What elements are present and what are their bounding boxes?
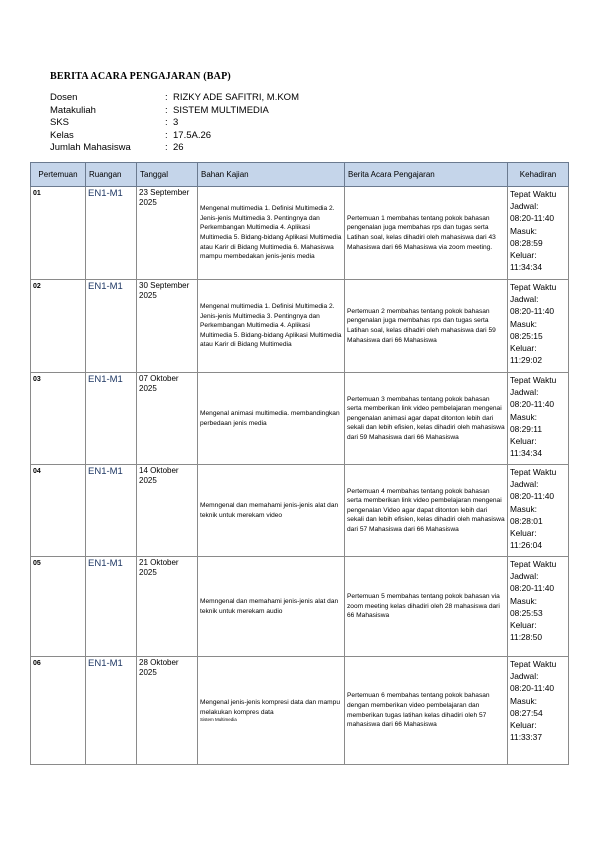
header-kehadiran: Kehadiran <box>508 163 569 187</box>
check-out-label: Keluar: <box>510 343 537 354</box>
header-berita-acara: Berita Acara Pengajaran <box>345 163 508 187</box>
info-value: 17.5A.26 <box>173 129 212 141</box>
schedule-time: 08:20-11:40 <box>510 399 555 410</box>
check-in-time: 08:27:54 <box>510 707 543 718</box>
document-title: BERITA ACARA PENGAJARAN (BAP) <box>50 71 231 82</box>
room-cell: EN1-M1 <box>86 557 137 657</box>
attendance-status: Tepat Waktu <box>510 282 557 292</box>
attendance-cell <box>508 187 569 280</box>
attendance-cell <box>508 373 569 465</box>
material-cell <box>198 657 345 765</box>
info-separator: : <box>165 129 168 141</box>
header-ruangan: Ruangan <box>86 163 137 187</box>
header-pertemuan: Pertemuan <box>31 163 86 187</box>
info-value: RIZKY ADE SAFITRI, M.KOM <box>173 92 299 103</box>
attendance-cell <box>508 280 569 373</box>
bap-table <box>30 162 569 765</box>
info-separator: : <box>165 104 168 116</box>
meeting-number: 01 <box>31 187 86 280</box>
check-out-time: 11:26:04 <box>510 540 542 551</box>
check-out-label: Keluar: <box>510 720 537 731</box>
course-info <box>50 92 299 155</box>
check-in-time: 08:25:15 <box>510 330 543 341</box>
check-in-time: 08:28:59 <box>510 237 543 248</box>
meeting-number: 03 <box>31 373 86 465</box>
info-row-jumlah-mahasiswa <box>50 142 299 155</box>
header-bahan-kajian: Bahan Kajian <box>198 163 345 187</box>
header-tanggal: Tanggal <box>137 163 198 187</box>
info-row-kelas <box>50 130 299 143</box>
material-cell: Memngenal dan memahami jenis-jenis alat dan teknik untuk merekam audio <box>198 557 345 657</box>
date-cell: 07 Oktober 2025 <box>137 373 198 465</box>
check-in-time: 08:28:01 <box>510 515 543 526</box>
meeting-number: 02 <box>31 280 86 373</box>
report-cell: Pertemuan 6 membahas tentang pokok bahasan dengan memberikan video pembelajaran dan memberikan tugas latihan kelas dihadiri oleh 57 mahasiswa dari 66 Mahasiswa <box>345 657 508 765</box>
table-row <box>31 465 569 557</box>
material-note: Sistem Multimedia <box>200 717 237 723</box>
check-in-label: Masuk: <box>510 695 537 706</box>
check-in-label: Masuk: <box>510 225 537 236</box>
check-out-time: 11:33:37 <box>510 732 542 743</box>
check-in-label: Masuk: <box>510 595 537 606</box>
report-cell: Pertemuan 2 membahas tentang pokok bahasan pengenalan juga membahas rps dan tugas serta Latihan soal, kelas dihadiri oleh mahasiswa dari 59 Mahasiswa dari 66 Mahasiswa <box>345 280 508 373</box>
attendance-cell <box>508 657 569 765</box>
table-row <box>31 187 569 280</box>
table-header-row <box>31 163 569 187</box>
check-in-label: Masuk: <box>510 503 537 514</box>
room-cell: EN1-M1 <box>86 373 137 465</box>
table-row <box>31 280 569 373</box>
report-cell: Pertemuan 3 membahas tentang pokok bahasan serta memberikan link video pembelajaran mengenai pengenalan animasi agar dapat ditonton lebih dari sekali dan lebih efisien, kelas dihadiri oleh mahasiswa dari 59 Mahasiswa dari 66 Mahasiswa <box>345 373 508 465</box>
attendance-status: Tepat Waktu <box>510 467 557 477</box>
material-cell: Mengenal multimedia 1. Definisi Multimedia 2. Jenis-jenis Multimedia 3. Pentingnya dan Perkembangan Multimedia 4. Aplikasi Multimedia 5. Bidang-bidang Aplikasi Multimedia atau Karir di Bidang Multimedia 6. Mahasiswa mampu membedakan jenis-jenis media <box>198 187 345 280</box>
schedule-label: Jadwal: <box>510 201 539 212</box>
attendance-status: Tepat Waktu <box>510 659 557 669</box>
check-in-time: 08:25:53 <box>510 607 543 618</box>
table-row <box>31 657 569 765</box>
room-cell: EN1-M1 <box>86 465 137 557</box>
material-cell: Mengenal multimedia 1. Definisi Multimedia 2. Jenis-jenis Multimedia 3. Pentingnya dan Perkembangan Multimedia 4. Aplikasi Multimedia 5. Bidang-bidang Aplikasi Multimedia atau Karir di Bidang Multimedia <box>198 280 345 373</box>
info-value: SISTEM MULTIMEDIA <box>173 104 269 116</box>
info-label: Dosen <box>50 92 78 103</box>
check-out-time: 11:28:50 <box>510 632 542 643</box>
report-cell: Pertemuan 1 membahas tentang pokok bahasan pengenalan juga membahas rps dan tugas serta Latihan soal, kelas dihadiri oleh mahasiswa dari 43 Mahasiswa dari 66 Mahasiswa via zoom meeting. <box>345 187 508 280</box>
table-row <box>31 557 569 657</box>
info-label: Kelas <box>50 129 74 141</box>
info-label: SKS <box>50 117 70 129</box>
check-out-time: 11:29:02 <box>510 355 542 366</box>
check-out-label: Keluar: <box>510 620 537 631</box>
info-separator: : <box>165 142 168 154</box>
table-row <box>31 373 569 465</box>
meeting-number: 04 <box>31 465 86 557</box>
info-row-sks <box>50 117 299 130</box>
schedule-time: 08:20-11:40 <box>510 683 555 694</box>
schedule-time: 08:20-11:40 <box>510 213 555 224</box>
info-separator: : <box>165 117 168 129</box>
material-cell: Mengenal animasi multimedia. membandingkan perbedaan jenis media <box>198 373 345 465</box>
check-out-label: Keluar: <box>510 250 537 261</box>
check-in-time: 08:29:11 <box>510 423 542 434</box>
date-cell: 28 Oktober 2025 <box>137 657 198 765</box>
report-cell: Pertemuan 4 membahas tentang pokok bahasan serta memberikan link video pembelajaran mengenai pengenalan Video agar dapat ditonton lebih dari sekali dan lebih efisien, kelas dihadiri oleh mahasiswa dari 57 Mahasiswa dari 66 Mahasiswa <box>345 465 508 557</box>
attendance-status: Tepat Waktu <box>510 189 557 199</box>
schedule-label: Jadwal: <box>510 571 539 582</box>
attendance-status: Tepat Waktu <box>510 559 557 569</box>
room-cell: EN1-M1 <box>86 280 137 373</box>
schedule-time: 08:20-11:40 <box>510 491 555 502</box>
info-row-matakuliah <box>50 105 299 118</box>
date-cell: 21 Oktober 2025 <box>137 557 198 657</box>
date-cell: 23 September 2025 <box>137 187 198 280</box>
meeting-number: 06 <box>31 657 86 765</box>
check-out-time: 11:34:34 <box>510 448 542 459</box>
info-row-dosen <box>50 92 299 105</box>
info-separator: : <box>165 92 168 103</box>
schedule-label: Jadwal: <box>510 671 539 682</box>
schedule-time: 08:20-11:40 <box>510 306 555 317</box>
schedule-label: Jadwal: <box>510 479 539 490</box>
material-cell: Memngenal dan memahami jenis-jenis alat dan teknik untuk merekam video <box>198 465 345 557</box>
schedule-time: 08:20-11:40 <box>510 583 555 594</box>
info-value: 3 <box>173 117 179 129</box>
attendance-cell <box>508 465 569 557</box>
attendance-status: Tepat Waktu <box>510 375 557 385</box>
info-label: Matakuliah <box>50 104 96 116</box>
attendance-cell <box>508 557 569 657</box>
meeting-number: 05 <box>31 557 86 657</box>
schedule-label: Jadwal: <box>510 387 539 398</box>
room-cell: EN1-M1 <box>86 187 137 280</box>
check-out-label: Keluar: <box>510 436 537 447</box>
schedule-label: Jadwal: <box>510 294 539 305</box>
check-out-time: 11:34:34 <box>510 262 542 273</box>
room-cell: EN1-M1 <box>86 657 137 765</box>
date-cell: 30 September 2025 <box>137 280 198 373</box>
check-in-label: Masuk: <box>510 318 537 329</box>
check-in-label: Masuk: <box>510 411 537 422</box>
date-cell: 14 Oktober 2025 <box>137 465 198 557</box>
report-cell: Pertemuan 5 membahas tentang pokok bahasan via zoom meeting kelas dihadiri oleh 28 mahasiswa dari 66 Mahasiswa <box>345 557 508 657</box>
info-label: Jumlah Mahasiswa <box>50 142 131 154</box>
material-text: Mengenal jenis-jenis kompresi data dan mampu melakukan kompres data <box>200 698 341 716</box>
check-out-label: Keluar: <box>510 528 537 539</box>
info-value: 26 <box>173 142 184 154</box>
